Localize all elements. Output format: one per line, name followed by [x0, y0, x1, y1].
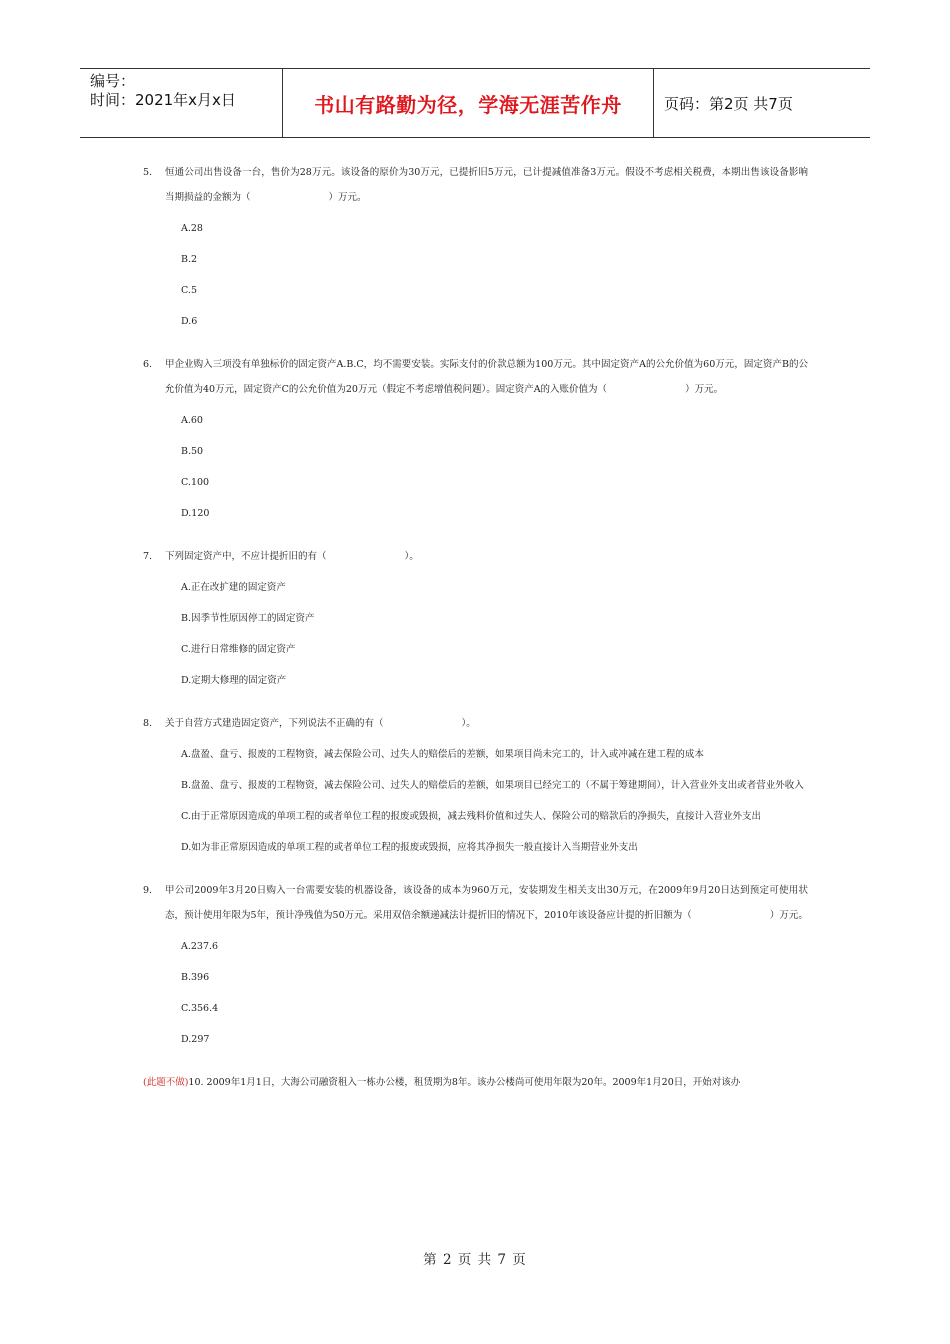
header-meta	[80, 69, 282, 137]
option-c: C.进行日常维修的固定资产	[181, 644, 296, 655]
number-label: 编号：	[90, 72, 136, 90]
option-d: D.定期大修理的固定资产	[181, 675, 287, 686]
question-text: 恒通公司出售设备一台，售价为28万元。该设备的原价为30万元，已提折旧5万元，已计提减值准备3万元。假设不考虑相关税费，本期出售该设备影响当期损益的金额为（ ）万元。	[165, 167, 808, 203]
option-d: D.6	[181, 316, 198, 327]
time-label: 时间：2021年x月x日	[90, 91, 236, 109]
option-d: D.297	[181, 1034, 210, 1045]
question-list	[143, 160, 808, 1113]
question-number: 7.	[143, 551, 153, 562]
option-d: D.120	[181, 508, 210, 519]
question-number: 5.	[143, 167, 153, 178]
question-number: 9.	[143, 885, 153, 896]
page-header	[80, 68, 870, 138]
question-9	[143, 878, 808, 1052]
option-c: C.由于正常原因造成的单项工程的或者单位工程的报废或毁损，减去残料价值和过失人、保险公司的赔款后的净损失，直接计入营业外支出	[181, 811, 761, 822]
question-text: (此题不做)10. 2009年1月1日，大海公司融资租入一栋办公楼，租赁期为8年。该办公楼尚可使用年限为20年。2009年1月20日，开始对该办	[143, 1077, 741, 1088]
option-c: C.100	[181, 477, 210, 488]
page-footer: 第 2 页 共 7 页	[423, 1252, 527, 1268]
question-6	[143, 352, 808, 526]
option-b: B.396	[181, 972, 210, 983]
question-number: 8.	[143, 718, 153, 729]
option-a: A.60	[181, 415, 203, 426]
option-a: A.237.6	[181, 941, 219, 952]
option-a: A.正在改扩建的固定资产	[181, 582, 286, 593]
option-b: B.2	[181, 254, 198, 265]
skip-note: (此题不做)	[143, 1077, 189, 1088]
option-list	[165, 216, 808, 334]
question-text: 甲公司2009年3月20日购入一台需要安装的机器设备，该设备的成本为960万元，安装期发生相关支出30万元，在2009年9月20日达到预定可使用状态，预计使用年限为5年，预计净残值为50万元。采用双倍余额递减法计提折旧的情况下，2010年该设备应计提的折旧额为（ ）万元。	[165, 885, 808, 921]
option-c: C.5	[181, 285, 197, 296]
option-d: D.如为非正常原因造成的单项工程的或者单位工程的报废或毁损，应将其净损失一般直接计入当期营业外支出	[181, 842, 638, 853]
question-7	[143, 544, 808, 693]
header-page-label: 页码：第2页 共7页	[664, 94, 793, 113]
option-c: C.356.4	[181, 1003, 219, 1014]
question-10	[143, 1070, 808, 1095]
question-8	[143, 711, 808, 860]
option-list	[165, 575, 808, 693]
option-b: B.盘盈、盘亏、报废的工程物资，减去保险公司、过失人的赔偿后的差额，如果项目已经完工的（不属于筹建期间），计入营业外支出或者营业外收入	[181, 780, 804, 791]
header-motto: 书山有路勤为径，学海无涯苦作舟	[282, 69, 654, 137]
question-5	[143, 160, 808, 334]
option-list	[165, 934, 808, 1052]
question-number: 6.	[143, 359, 153, 370]
question-text: 下列固定资产中，不应计提折旧的有（ ）。	[165, 551, 419, 562]
question-text: 甲企业购入三项没有单独标价的固定资产A.B.C，均不需要安装。实际支付的价款总额为100万元。其中固定资产A的公允价值为60万元，固定资产B的公允价值为40万元，固定资产C的公允价值为20万元（假定不考虑增值税问题）。固定资产A的入账价值为（ ）万元。	[165, 359, 808, 395]
option-list	[165, 408, 808, 526]
question-text: 关于自营方式建造固定资产，下列说法不正确的有（ ）。	[165, 718, 476, 729]
option-list	[165, 742, 808, 860]
option-a: A.盘盈、盘亏、报废的工程物资，减去保险公司、过失人的赔偿后的差额，如果项目尚未完工的，计入或冲减在建工程的成本	[181, 749, 704, 760]
option-b: B.因季节性原因停工的固定资产	[181, 613, 315, 624]
option-b: B.50	[181, 446, 204, 457]
option-a: A.28	[181, 223, 203, 234]
